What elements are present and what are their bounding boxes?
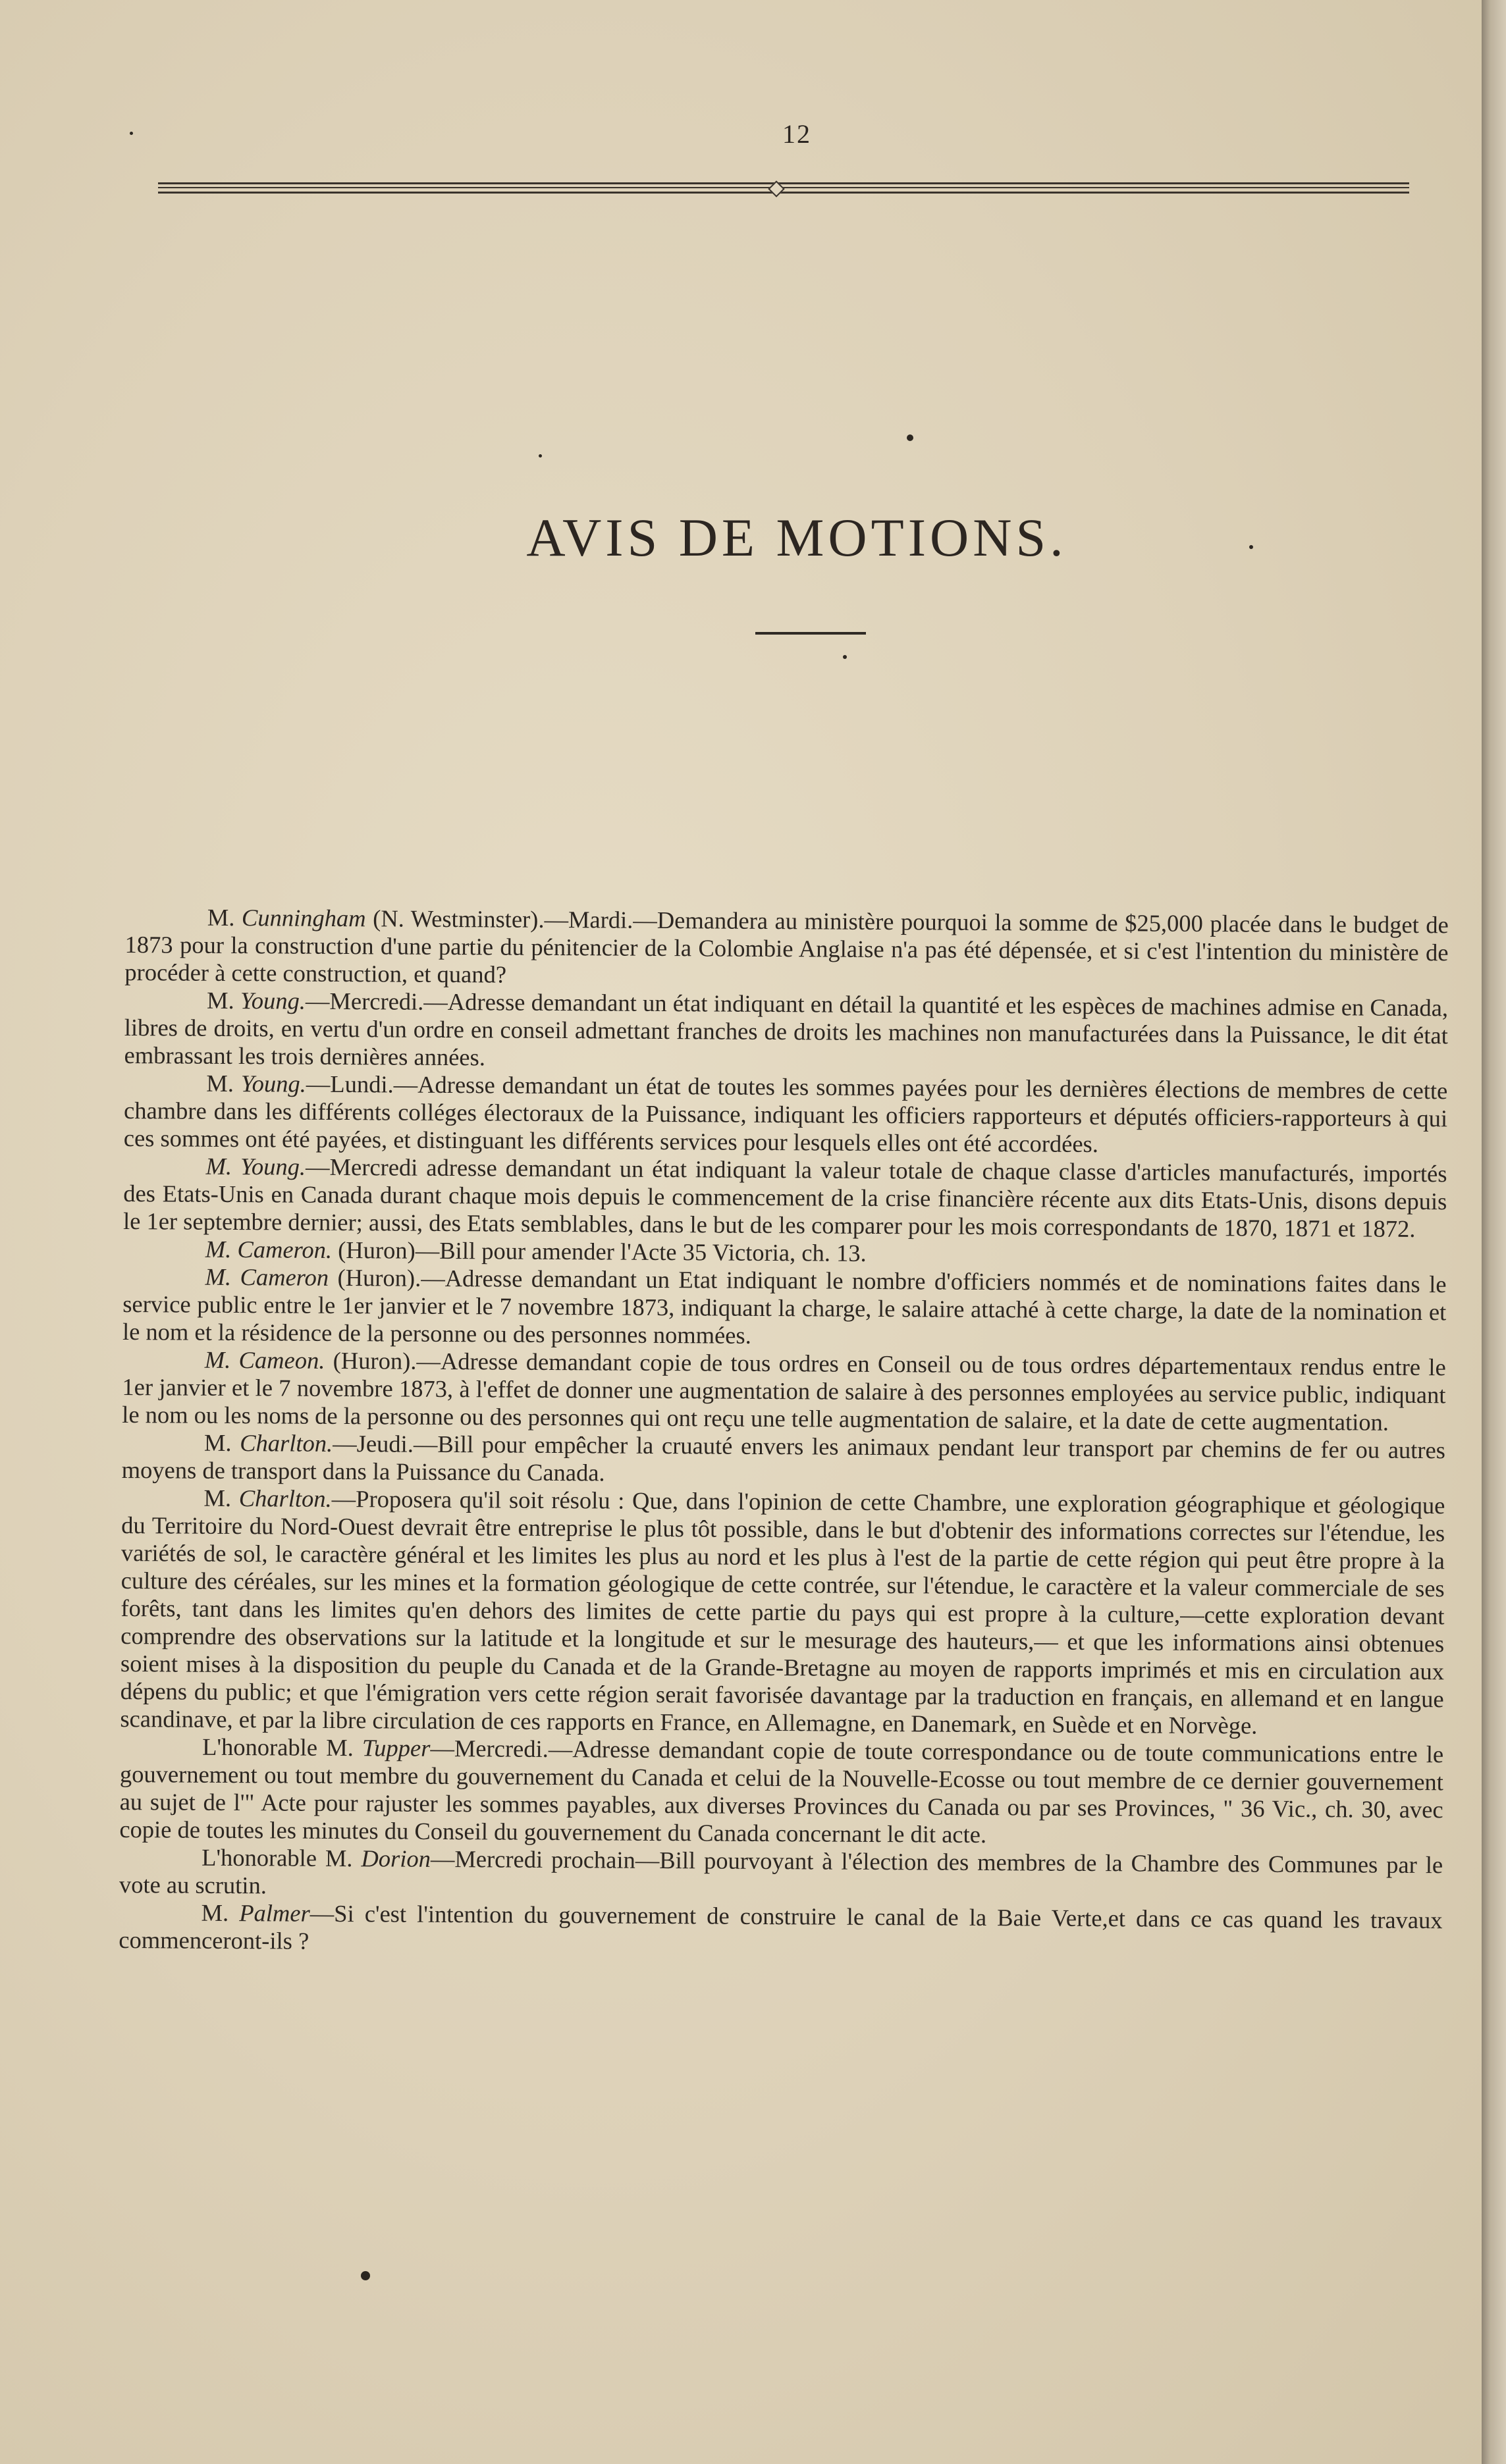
motion-prefix: L'honorable M.: [202, 1843, 362, 1872]
ink-speck: [907, 434, 913, 441]
motion-prefix: M.: [207, 903, 242, 931]
motion-text: —Mercredi adresse demandant un état indiquant la valeur totale de chaque classe d'articles manufacturés, importés des Etats-Unis en Canada durant chaque mois depuis le commencement de la crise financière récente aux dits Etats-Unis, disons depuis le 1er septembre dernier; aussi, des Etats semblables, dans le but de les comparer pour les mois correspondants de 1870, 1871 et 1872.: [122, 1153, 1447, 1242]
motion-prefix: M.: [201, 1899, 240, 1927]
motion-prefix: M.: [206, 986, 241, 1014]
motion-paragraph: [124, 1069, 1448, 1160]
motion-text: (N. Westminster).—Mardi.—Demandera au ministère pourquoi la somme de $25,000 placée dans le budget de 1873 pour la construction d'une partie du pénitencier de la Colombie Anglaise n'a pas été dépensée, et si c'est l'intention du ministère de procéder à cette construction, et quand?: [124, 904, 1449, 988]
member-name: M. Cameron.: [205, 1235, 333, 1263]
motion-paragraph: [119, 1843, 1443, 1906]
member-name: Tupper: [362, 1734, 431, 1762]
section-title: AVIS DE MOTIONS.: [526, 508, 1067, 567]
member-name: M. Cameron: [205, 1263, 329, 1291]
motion-paragraph: [119, 1733, 1443, 1851]
header-double-rule: [158, 181, 1409, 194]
motion-text: (Huron).—Adresse demandant un Etat indiquant le nombre d'officiers nommés et de nominations faites dans le service public entre le 1er janvier et le 7 novembre 1873, indiquant la charge, le salaire attaché à cette charge, la date de la nomination et le nom et la résidence de la personne ou des personnes nommées.: [122, 1263, 1447, 1349]
member-name: M. Young.: [205, 1152, 306, 1180]
motion-paragraph: [122, 1346, 1446, 1436]
ink-speck: [130, 132, 133, 135]
member-name: Young.: [240, 987, 306, 1014]
motion-text: (Huron).—Adresse demandant copie de tous ordres en Conseil ou de tous ordres départementaux rendus entre le 1er janvier et le 7 novembre 1873, à l'effet de donner une augmentation de salaire à des personnes employées au service public, indiquant le nom ou les noms de la personne ou des personnes qui ont reçu une telle augmentation de salaire, et la date de cette augmentation.: [122, 1346, 1446, 1436]
title-underline-rule: [755, 632, 866, 635]
motion-text: —Lundi.—Adresse demandant un état de toutes les sommes payées pour les dernières élections de membres de cette chambre dans les différents colléges électoraux de la Puissance, indiquant les officiers rapporteurs et députés officiers-rapporteurs à qui ces sommes ont été payées, et distinguant les différents services pour lesquels elles ont été accordées.: [123, 1070, 1448, 1158]
ink-speck: [843, 655, 847, 659]
motion-prefix: M.: [206, 1069, 241, 1097]
member-name: Young.: [240, 1070, 306, 1097]
member-name: Cunningham: [241, 904, 366, 932]
motion-text: —Proposera qu'il soit résolu : Que, dans l'opinion de cette Chambre, une exploration géographique et géologique du Territoire du Nord-Ouest devrait être entreprise le plus tôt possible, dans le but d'obtenir des informations correctes sur l'étendue, les variétés de sol, le caractère général et les limites les plus au nord et les plus à l'est de la partie de cette région qui peut être propre à la culture des céréales, sur les mines et la formation géologique de cette contrée, sur l'étendue, le caractère et la valeur commerciale de ses forêts, tant dans les limites qu'en dehors des limites de cette partie du pays qui est propre à la culture,—cette exploration devant comprendre des observations sur la latitude et la longitude et sur le mesurage des hauteurs,— et que les informations ainsi obtenues soient mises à la disposition du peuple du Canada et de la Grande-Bretagne au moyen de rapports imprimés et mis en circulation aux dépens du public; et que l'émigration vers cette région serait favorisée davantage par la traduction en français, en allemand et en langue scandinave, et par la libre circulation de ces rapports en France, en Allemagne, en Danemark, en Suède et en Norvège.: [120, 1484, 1445, 1739]
motion-text: —Si c'est l'intention du gouvernement de construire le canal de la Baie Verte,et dans ce cas quand les travaux commenceront-ils ?: [119, 1899, 1443, 1954]
member-name: M. Cameon.: [204, 1346, 325, 1374]
motion-text: (Huron)—Bill pour amender l'Acte 35 Victoria, ch. 13.: [331, 1236, 867, 1267]
motions-list: [119, 903, 1449, 1962]
motion-paragraph: [124, 986, 1448, 1077]
motion-paragraph: [119, 1899, 1442, 1962]
member-name: Charlton.: [238, 1484, 332, 1512]
motion-paragraph: [122, 1263, 1447, 1353]
member-name: Palmer: [239, 1899, 310, 1927]
member-name: Charlton.: [240, 1429, 333, 1457]
motion-text: —Jeudi.—Bill pour empêcher la cruauté envers les animaux pendant leur transport par chemins de fer ou autres moyens de transport dans la Puissance du Canada.: [121, 1429, 1446, 1486]
motion-text: —Mercredi prochain—Bill pourvoyant à l'élection des membres de la Chambre des Communes par le vote au scrutin.: [119, 1845, 1443, 1899]
motion-prefix: M.: [203, 1429, 240, 1457]
motion-paragraph: [122, 1429, 1445, 1492]
motion-paragraph: [123, 1152, 1447, 1243]
motion-paragraph: [120, 1484, 1445, 1741]
motion-text: —Mercredi.—Adresse demandant un état indiquant en détail la quantité et les espèces de machines admise en Canada, libres de droits, en vertu d'un ordre en conseil admettant franches de droits les machines non manufacturées dans la Puissance, le dit état embrassant les trois dernières années.: [124, 987, 1449, 1071]
motion-paragraph: [124, 903, 1449, 994]
page-number: 12: [782, 119, 811, 149]
motion-text: —Mercredi.—Adresse demandant copie de toute correspondance ou de toute communications entre le gouvernement ou tout membre du gouvernement du Canada et celui de la Nouvelle-Ecosse ou tout membre de ce dernier gouvernement au sujet de l'" Acte pour rajuster les sommes payables, aux diverses Provinces du Canada ou par ses Provinces, " 36 Vic., ch. 30, avec copie de toutes les minutes du Conseil du gouvernement du Canada concernant le dit acte.: [119, 1734, 1444, 1848]
motion-prefix: L'honorable M.: [202, 1733, 363, 1762]
ink-speck: [539, 454, 542, 458]
member-name: Dorion: [361, 1845, 431, 1872]
ink-speck: [1249, 545, 1253, 549]
motion-prefix: M.: [203, 1484, 239, 1512]
ink-speck: [361, 2271, 370, 2280]
page-edge-shadow: [1482, 0, 1506, 2464]
